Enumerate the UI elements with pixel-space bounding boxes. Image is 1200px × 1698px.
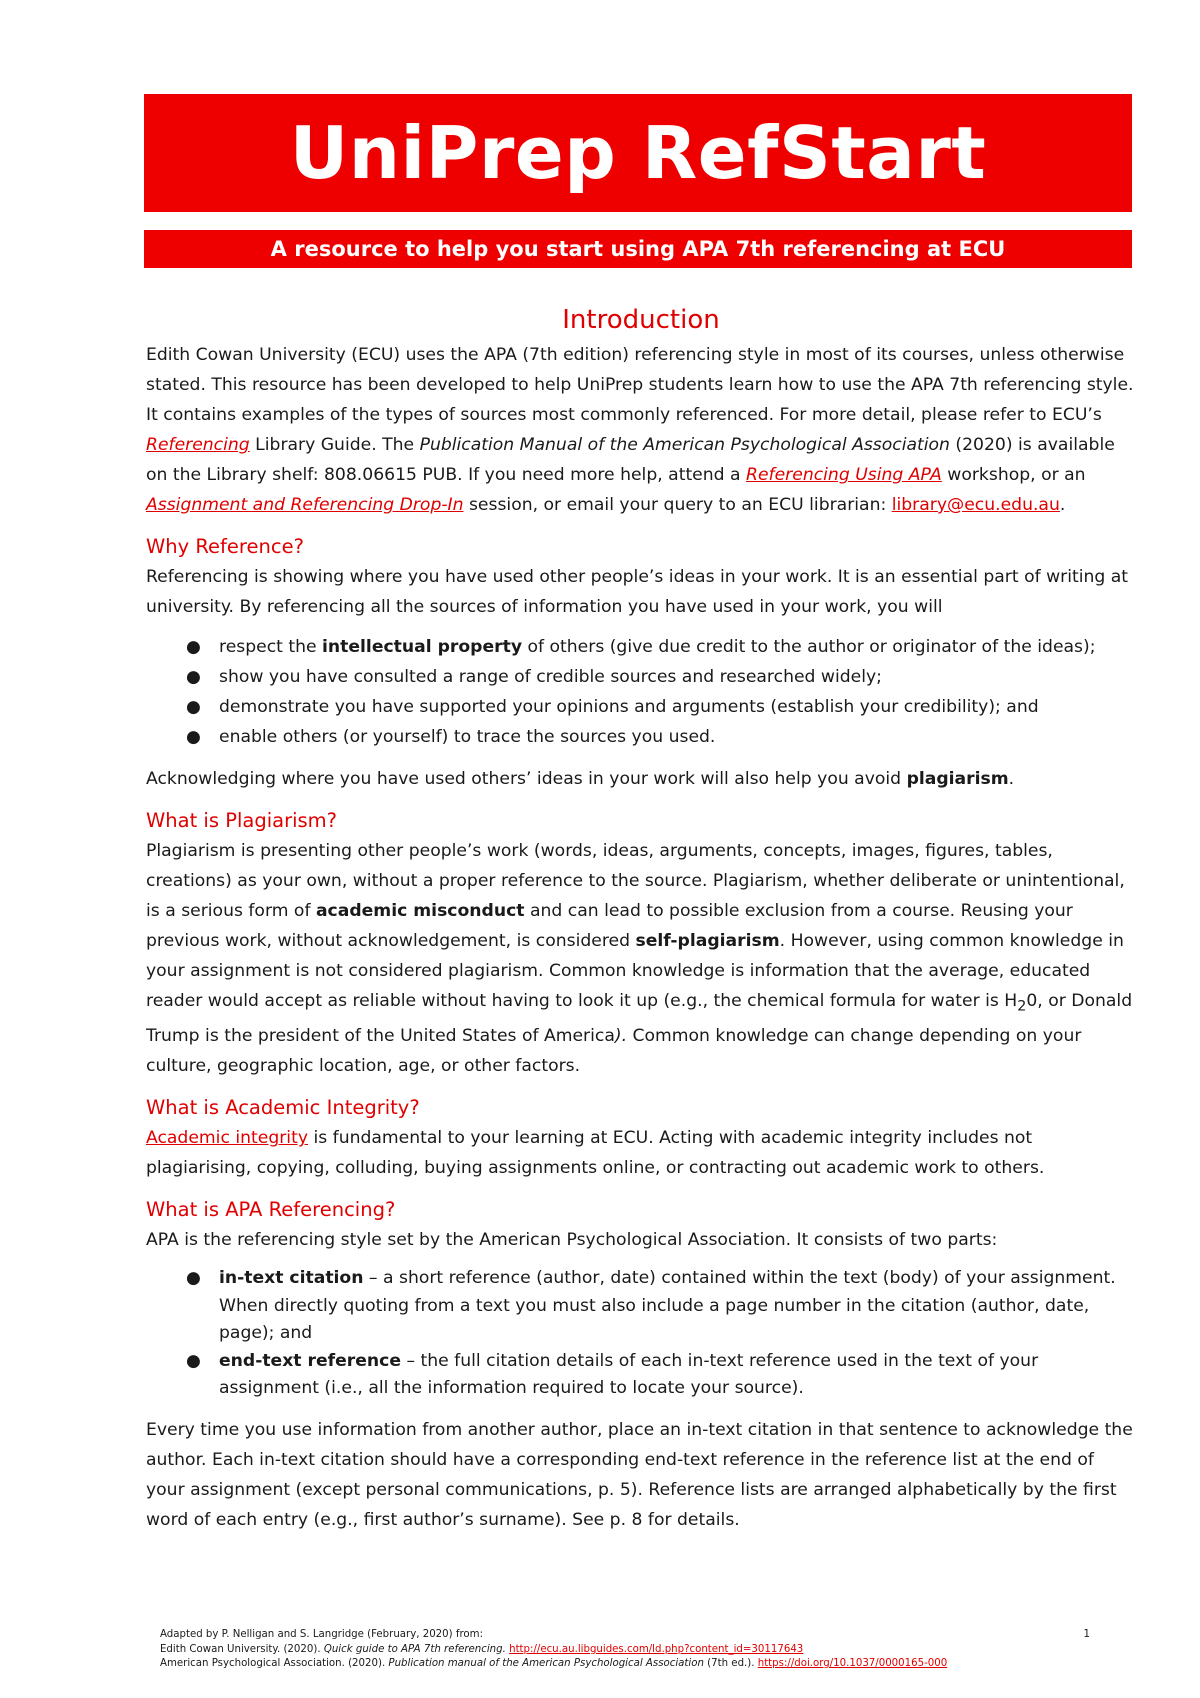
why-reference-list [146, 632, 1136, 752]
academic-integrity-paragraph [146, 1123, 1136, 1183]
in-text-citation-term: in-text citation [219, 1268, 364, 1289]
page-number: 1 [1083, 1629, 1090, 1640]
list-item [146, 722, 1136, 752]
plagiarism-text-1: Plagiarism is presenting other people’s work (words, ideas, arguments, concepts, images, figures, tables, creations) as your own, without a proper reference to the source. Plagiarism, whether deliberate or unintentional, is a serious form of [146, 841, 1125, 921]
intro-text-6: . [1059, 495, 1066, 515]
bullet-text: demonstrate you have supported your opinions and arguments (establish your credibility); and [219, 697, 1039, 717]
bullet-text: respect the [219, 637, 323, 657]
intro-text-2: Library Guide. The [249, 435, 420, 455]
title-banner: UniPrep RefStart [144, 94, 1132, 212]
subscript-two: 2 [1017, 998, 1027, 1015]
subtitle-banner: A resource to help you start using APA 7th referencing at ECU [144, 230, 1132, 268]
apa-referencing-heading: What is APA Referencing? [146, 1198, 396, 1222]
bullet-text: – a short reference (author, date) contained within the text (body) of your assignment. When directly quoting from a text you must also include a page number in the citation (author, date, page); and [219, 1268, 1116, 1344]
footer-ecu-text: Edith Cowan University. (2020). [160, 1643, 324, 1655]
end-text-reference-term: end-text reference [219, 1350, 401, 1371]
citation-guidance-paragraph: Every time you use information from another author, place an in-text citation in that sentence to acknowledge the author. Each in-text citation should have a corresponding end-text reference in the reference list at the end of your assignment (except personal communications, p. 5). Reference lists are arranged alphabetically by the first word of each entry (e.g., first author’s surname). See p. 8 for details. [146, 1419, 1133, 1530]
intro-text-4: workshop, or an [941, 465, 1086, 485]
why-reference-paragraph: Referencing is showing where you have used other people’s ideas in your work. It is an essential part of writing at university. By referencing all the sources of information you have used in your work, you will [146, 567, 1129, 617]
list-item [146, 692, 1136, 722]
apa-parts-list [146, 1265, 1136, 1403]
bullet-icon: ● [186, 727, 201, 747]
ack-text-end: . [1008, 769, 1015, 789]
bullet-icon: ● [186, 637, 201, 657]
intro-text-3: (2020) is available on the Library shelf: 808.06615 PUB. If you need more help, attend a [146, 435, 1115, 485]
bullet-icon: ● [186, 1350, 201, 1371]
page-footer [160, 1628, 1090, 1672]
librarian-email-link[interactable]: library@ecu.edu.au [891, 495, 1060, 515]
footer-apa-title: Publication manual of the American Psychological Association [388, 1658, 704, 1669]
list-item [146, 1265, 1136, 1348]
bullet-text: show you have consulted a range of credible sources and researched widely; [219, 667, 882, 687]
intro-text-5: session, or email your query to an ECU librarian: [463, 495, 892, 515]
bullet-icon: ● [186, 697, 201, 717]
referencing-guide-link[interactable]: Referencing [146, 435, 250, 455]
publication-manual-title: Publication Manual of the American Psychological Association [419, 435, 950, 455]
footer-doi-link[interactable]: https://doi.org/10.1037/0000165-000 [757, 1658, 948, 1669]
list-item [146, 662, 1136, 692]
plagiarism-text-3: . However, using common knowledge in your assignment is not considered plagiarism. Common knowledge is information that the average, educated reader would accept as reliable without having to look it up (e.g., the chemical formula for water is H [146, 931, 1124, 1011]
academic-integrity-link[interactable]: Academic integrity [146, 1128, 308, 1149]
drop-in-session-link[interactable]: Assignment and Referencing Drop-In [146, 495, 464, 515]
plagiarism-text-2: and can lead to possible exclusion from a course. Reusing your previous work, without acknowledgement, is considered [146, 901, 1073, 951]
footer-ecu-title: Quick guide to APA 7th referencing. [323, 1643, 506, 1655]
plagiarism-text-4: 0, or Donald Trump is the president of the United States of America [146, 991, 1133, 1047]
bullet-bold-text: intellectual property [322, 637, 523, 657]
bullet-text: of others (give due credit to the author or originator of the ideas); [522, 637, 1096, 657]
list-item [146, 632, 1136, 662]
academic-misconduct-term: academic misconduct [315, 901, 525, 921]
footer-apa-text: American Psychological Association. (2020). [160, 1658, 389, 1669]
plagiarism-heading: What is Plagiarism? [146, 809, 338, 832]
apa-paragraph: APA is the referencing style set by the American Psychological Association. It consists of two parts: [146, 1230, 998, 1251]
footer-ecu-citation [160, 1643, 1090, 1658]
integrity-text: is fundamental to your learning at ECU. Acting with academic integrity includes not plagiarising, copying, colluding, buying assignments online, or contracting out academic work to others. [146, 1128, 1045, 1179]
introduction-heading: Introduction [562, 305, 720, 335]
academic-integrity-heading: What is Academic Integrity? [146, 1096, 420, 1120]
acknowledging-paragraph [146, 764, 1136, 794]
footer-adapted-line [160, 1628, 1090, 1643]
footer-adapted-text: Adapted by P. Nelligan and S. Langridge (February, 2020) from: [160, 1629, 484, 1640]
ack-text: Acknowledging where you have used others’ ideas in your work will also help you avoid [146, 769, 907, 789]
footer-apa-edition: (7th ed.). [703, 1658, 758, 1669]
bullet-text: enable others (or yourself) to trace the sources you used. [219, 727, 716, 747]
why-reference-heading: Why Reference? [146, 535, 304, 558]
plagiarism-text-5: Common knowledge can change depending on your culture, geographic location, age, or other factors. [146, 1026, 1082, 1077]
intro-text-1: Edith Cowan University (ECU) uses the APA (7th edition) referencing style in most of its courses, unless otherwise stated. This resource has been developed to help UniPrep students learn how to use the APA 7th referencing style. It contains examples of the types of sources most commonly referenced. For more detail, please refer to ECU’s [146, 345, 1134, 425]
plagiarism-term: plagiarism [906, 769, 1009, 789]
main-content [146, 300, 1136, 1535]
list-item [146, 1348, 1136, 1403]
footer-apa-citation [160, 1657, 1090, 1672]
footer-ecu-link[interactable]: http://ecu.au.libguides.com/ld.php?content_id=30117643 [509, 1643, 804, 1655]
bullet-icon: ● [186, 1268, 201, 1289]
introduction-paragraph [146, 340, 1136, 520]
self-plagiarism-term: self-plagiarism [635, 931, 780, 951]
bullet-icon: ● [186, 667, 201, 687]
referencing-workshop-link[interactable]: Referencing Using APA [746, 465, 942, 485]
plagiarism-text-4-italic: ). [614, 1026, 628, 1047]
bullet-text: – the full citation details of each in-text reference used in the text of your assignment (i.e., all the information required to locate your source). [219, 1350, 1039, 1399]
plagiarism-paragraph [146, 836, 1136, 1081]
